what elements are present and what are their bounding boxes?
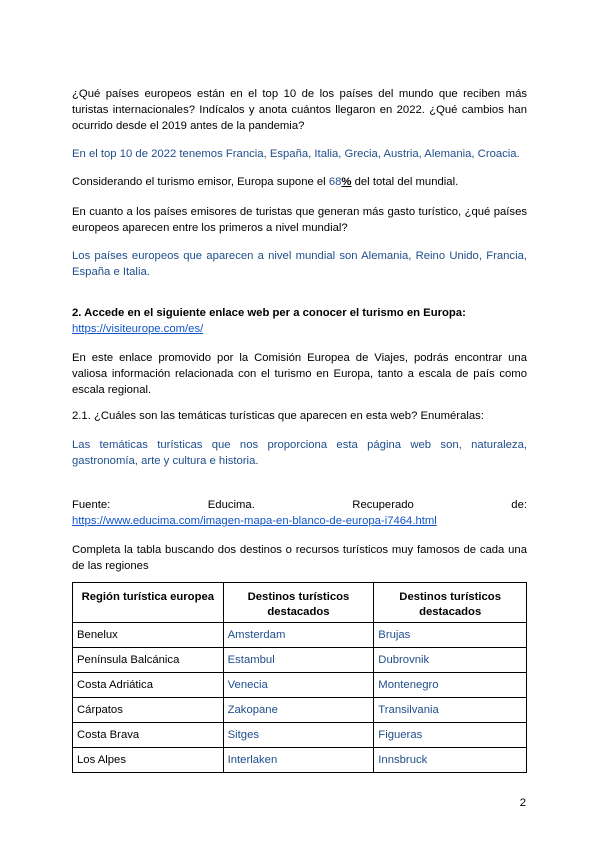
source-recovered: Recuperado <box>352 499 414 511</box>
source-citation <box>72 497 527 529</box>
region-cell: Península Balcánica <box>73 648 224 673</box>
answer-top10: En el top 10 de 2022 tenemos Francia, España, Italia, Grecia, Austria, Alemania, Croacia. <box>72 148 520 160</box>
emisor-percent-sign: % <box>341 176 352 188</box>
destination-cell: Interlaken <box>223 748 374 773</box>
destination-cell: Dubrovnik <box>374 648 527 673</box>
table-row <box>73 673 527 698</box>
emisor-text-before: Considerando el turismo emisor, Europa supone el <box>72 176 329 188</box>
destination-cell: Innsbruck <box>374 748 527 773</box>
answer-2-1: Las temáticas turísticas que nos proporciona esta página web son, naturaleza, gastronomía, arte y cultura e historia. <box>72 439 527 467</box>
table-header-row <box>73 583 527 623</box>
region-cell: Costa Adriática <box>73 673 224 698</box>
question-top10: ¿Qué países europeos están en el top 10 de los países del mundo que reciben más turistas internacionales? Indícalos y anota cuántos llegaron en 2022. ¿Qué cambios han ocurrido desde el 2019 antes de la pandemia? <box>72 88 527 132</box>
section-2 <box>72 305 527 337</box>
destination-cell: Figueras <box>374 723 527 748</box>
destination-cell: Transilvania <box>374 698 527 723</box>
region-cell: Benelux <box>73 623 224 648</box>
table-intro: Completa la tabla buscando dos destinos o recursos turísticos muy famosos de cada una de las regiones <box>72 544 527 572</box>
table-row <box>73 723 527 748</box>
table-row <box>73 748 527 773</box>
source-from: de: <box>511 499 527 511</box>
table-row <box>73 623 527 648</box>
destination-cell: Brujas <box>374 623 527 648</box>
emisor-text-after: del total del mundial. <box>351 176 459 188</box>
source-name: Educima. <box>207 499 255 511</box>
source-label: Fuente: <box>72 499 111 511</box>
destination-cell: Venecia <box>223 673 374 698</box>
question-spending: En cuanto a los países emisores de turistas que generan más gasto turístico, ¿qué países europeos aparecen entre los primeros a nivel mundial? <box>72 206 527 234</box>
table-row <box>73 648 527 673</box>
destination-cell: Amsterdam <box>223 623 374 648</box>
region-cell: Cárpatos <box>73 698 224 723</box>
emisor-paragraph <box>72 174 527 190</box>
header-destinations-1: Destinos turísticos destacados <box>223 583 374 623</box>
destination-cell: Estambul <box>223 648 374 673</box>
answer-spending: Los países europeos que aparecen a nivel mundial son Alemania, Reino Unido, Francia, España e Italia. <box>72 250 527 278</box>
table-row <box>73 698 527 723</box>
regions-table <box>72 582 527 773</box>
region-cell: Los Alpes <box>73 748 224 773</box>
section-2-intro: En este enlace promovido por la Comisión Europea de Viajes, podrás encontrar una valiosa información relacionada con el turismo en Europa, tanto a escala de país como escala regional. <box>72 352 527 396</box>
destination-cell: Sitges <box>223 723 374 748</box>
section-2-heading: 2. Accede en el siguiente enlace web per a conocer el turismo en Europa: <box>72 307 466 319</box>
header-region: Región turística europea <box>73 583 224 623</box>
destination-cell: Montenegro <box>374 673 527 698</box>
region-cell: Costa Brava <box>73 723 224 748</box>
visiteurope-link[interactable]: https://visiteurope.com/es/ <box>72 323 204 335</box>
educima-link[interactable]: https://www.educima.com/imagen-mapa-en-blanco-de-europa-i7464.html <box>72 515 437 527</box>
destination-cell: Zakopane <box>223 698 374 723</box>
question-2-1: 2.1. ¿Cuáles son las temáticas turísticas que aparecen en esta web? Enuméralas: <box>72 410 484 422</box>
header-destinations-2: Destinos turísticos destacados <box>374 583 527 623</box>
page-number: 2 <box>519 797 526 809</box>
emisor-percentage: 68 <box>328 176 342 188</box>
